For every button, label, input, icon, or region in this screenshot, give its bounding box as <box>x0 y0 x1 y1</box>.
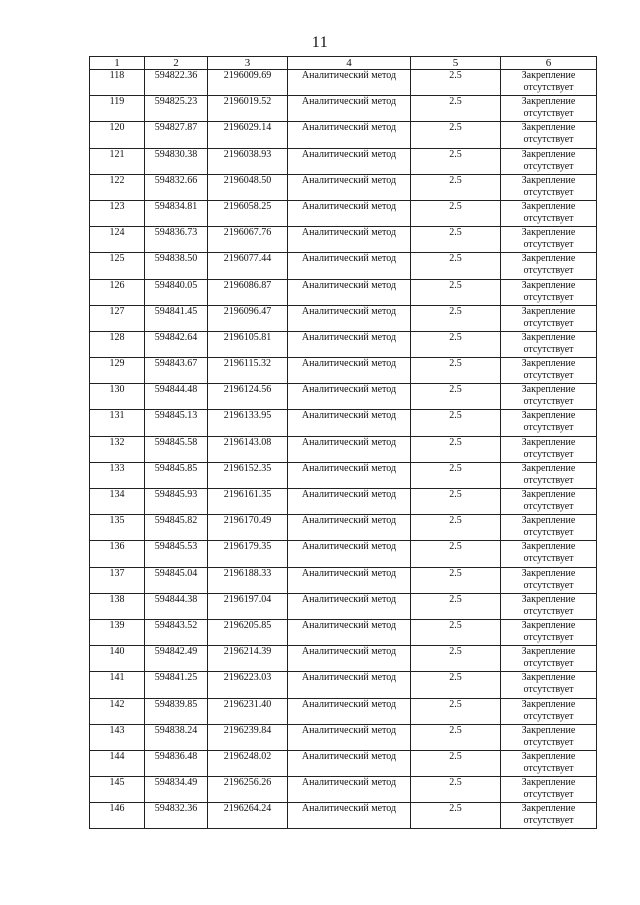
point-number-cell: 134 <box>90 489 145 515</box>
y-coordinate-cell: 2196058.25 <box>208 200 288 226</box>
note-line-2: отсутствует <box>523 370 574 382</box>
y-coordinate-cell: 2196205.85 <box>208 619 288 645</box>
note-line-2: отсутствует <box>523 108 574 120</box>
accuracy-cell: 2.5 <box>411 122 501 148</box>
fixing-note-cell <box>501 750 597 776</box>
method-cell: Аналитический метод <box>288 436 411 462</box>
method-cell: Аналитический метод <box>288 567 411 593</box>
fixing-note-cell <box>501 96 597 122</box>
accuracy-cell: 2.5 <box>411 305 501 331</box>
note-line-1: Закрепление <box>521 96 576 108</box>
accuracy-cell: 2.5 <box>411 803 501 829</box>
x-coordinate-cell: 594822.36 <box>145 70 208 96</box>
fixing-note-cell <box>501 410 597 436</box>
x-coordinate-cell: 594843.52 <box>145 619 208 645</box>
x-coordinate-cell: 594845.82 <box>145 515 208 541</box>
point-number-cell: 125 <box>90 253 145 279</box>
x-coordinate-cell: 594844.38 <box>145 593 208 619</box>
y-coordinate-cell: 2196133.95 <box>208 410 288 436</box>
y-coordinate-cell: 2196264.24 <box>208 803 288 829</box>
table-row <box>90 253 597 279</box>
x-coordinate-cell: 594825.23 <box>145 96 208 122</box>
point-number-cell: 129 <box>90 358 145 384</box>
table-row <box>90 358 597 384</box>
note-line-1: Закрепление <box>521 619 576 631</box>
accuracy-cell: 2.5 <box>411 462 501 488</box>
fixing-note-cell <box>501 148 597 174</box>
x-coordinate-cell: 594836.48 <box>145 750 208 776</box>
point-number-cell: 122 <box>90 174 145 200</box>
method-cell: Аналитический метод <box>288 750 411 776</box>
point-number-cell: 145 <box>90 777 145 803</box>
point-number-cell: 121 <box>90 148 145 174</box>
note-line-1: Закрепление <box>521 436 576 448</box>
fixing-note-cell <box>501 70 597 96</box>
method-cell: Аналитический метод <box>288 279 411 305</box>
note-line-1: Закрепление <box>521 515 576 527</box>
note-line-2: отсутствует <box>523 501 574 512</box>
table-row <box>90 122 597 148</box>
note-line-1: Закрепление <box>521 227 576 239</box>
table-row <box>90 515 597 541</box>
fixing-note-cell <box>501 777 597 803</box>
note-line-2: отсутствует <box>523 762 574 774</box>
x-coordinate-cell: 594834.81 <box>145 200 208 226</box>
table-row <box>90 384 597 410</box>
accuracy-cell: 2.5 <box>411 148 501 174</box>
page-number: 11 <box>311 34 329 51</box>
fixing-note-cell <box>501 672 597 698</box>
x-coordinate-cell: 594842.49 <box>145 646 208 672</box>
y-coordinate-cell: 2196248.02 <box>208 750 288 776</box>
table-row <box>90 200 597 226</box>
note-line-2: отсутствует <box>523 658 574 670</box>
fixing-note-cell <box>501 253 597 279</box>
method-cell: Аналитический метод <box>288 174 411 200</box>
x-coordinate-cell: 594836.73 <box>145 227 208 253</box>
note-line-1: Закрепление <box>521 567 576 579</box>
note-line-1: Закрепление <box>521 358 576 370</box>
accuracy-cell: 2.5 <box>411 750 501 776</box>
point-number-cell: 136 <box>90 541 145 567</box>
y-coordinate-cell: 2196256.26 <box>208 777 288 803</box>
accuracy-cell: 2.5 <box>411 70 501 96</box>
method-cell: Аналитический метод <box>288 358 411 384</box>
x-coordinate-cell: 594845.58 <box>145 436 208 462</box>
note-line-1: Закрепление <box>521 462 576 474</box>
table-row <box>90 489 597 515</box>
x-coordinate-cell: 594832.36 <box>145 803 208 829</box>
table-row <box>90 803 597 829</box>
note-line-2: отсутствует <box>523 710 574 722</box>
header-col-3: 3 <box>208 57 288 70</box>
header-col-5: 5 <box>411 57 501 70</box>
method-cell: Аналитический метод <box>288 122 411 148</box>
y-coordinate-cell: 2196077.44 <box>208 253 288 279</box>
x-coordinate-cell: 594840.05 <box>145 279 208 305</box>
accuracy-cell: 2.5 <box>411 358 501 384</box>
accuracy-cell: 2.5 <box>411 410 501 436</box>
accuracy-cell: 2.5 <box>411 436 501 462</box>
accuracy-cell: 2.5 <box>411 541 501 567</box>
accuracy-cell: 2.5 <box>411 174 501 200</box>
x-coordinate-cell: 594844.48 <box>145 384 208 410</box>
accuracy-cell: 2.5 <box>411 227 501 253</box>
method-cell: Аналитический метод <box>288 96 411 122</box>
table-row <box>90 646 597 672</box>
x-coordinate-cell: 594843.67 <box>145 358 208 384</box>
method-cell: Аналитический метод <box>288 227 411 253</box>
accuracy-cell: 2.5 <box>411 619 501 645</box>
table-row <box>90 279 597 305</box>
accuracy-cell: 2.5 <box>411 646 501 672</box>
point-number-cell: 138 <box>90 593 145 619</box>
method-cell: Аналитический метод <box>288 253 411 279</box>
fixing-note-cell <box>501 305 597 331</box>
point-number-cell: 135 <box>90 515 145 541</box>
fixing-note-cell <box>501 724 597 750</box>
x-coordinate-cell: 594845.53 <box>145 541 208 567</box>
y-coordinate-cell: 2196214.39 <box>208 646 288 672</box>
point-number-cell: 118 <box>90 70 145 96</box>
note-line-1: Закрепление <box>521 279 576 291</box>
note-line-2: отсутствует <box>523 186 574 198</box>
note-line-1: Закрепление <box>521 672 576 684</box>
note-line-2: отсутствует <box>523 343 574 355</box>
header-col-4: 4 <box>288 57 411 70</box>
fixing-note-cell <box>501 698 597 724</box>
x-coordinate-cell: 594841.25 <box>145 672 208 698</box>
note-line-1: Закрепление <box>521 698 576 710</box>
table-row <box>90 70 597 96</box>
accuracy-cell: 2.5 <box>411 331 501 357</box>
note-line-1: Закрепление <box>521 305 576 317</box>
fixing-note-cell <box>501 619 597 645</box>
point-number-cell: 124 <box>90 227 145 253</box>
accuracy-cell: 2.5 <box>411 253 501 279</box>
x-coordinate-cell: 594842.64 <box>145 331 208 357</box>
method-cell: Аналитический метод <box>288 515 411 541</box>
method-cell: Аналитический метод <box>288 803 411 829</box>
point-number-cell: 127 <box>90 305 145 331</box>
y-coordinate-cell: 2196143.08 <box>208 436 288 462</box>
point-number-cell: 119 <box>90 96 145 122</box>
point-number-cell: 128 <box>90 331 145 357</box>
accuracy-cell: 2.5 <box>411 489 501 515</box>
y-coordinate-cell: 2196188.33 <box>208 567 288 593</box>
note-line-2: отсутствует <box>523 134 574 146</box>
table-row <box>90 541 597 567</box>
method-cell: Аналитический метод <box>288 200 411 226</box>
fixing-note-cell <box>501 279 597 305</box>
point-number-cell: 141 <box>90 672 145 698</box>
method-cell: Аналитический метод <box>288 462 411 488</box>
y-coordinate-cell: 2196161.35 <box>208 489 288 515</box>
method-cell: Аналитический метод <box>288 672 411 698</box>
y-coordinate-cell: 2196231.40 <box>208 698 288 724</box>
accuracy-cell: 2.5 <box>411 567 501 593</box>
point-number-cell: 140 <box>90 646 145 672</box>
coordinates-table <box>89 56 597 829</box>
method-cell: Аналитический метод <box>288 541 411 567</box>
note-line-2: отсутствует <box>523 291 574 303</box>
table-row <box>90 698 597 724</box>
table-row <box>90 148 597 174</box>
note-line-2: отсутствует <box>523 579 574 591</box>
method-cell: Аналитический метод <box>288 619 411 645</box>
method-cell: Аналитический метод <box>288 777 411 803</box>
point-number-cell: 144 <box>90 750 145 776</box>
note-line-1: Закрепление <box>521 122 576 134</box>
y-coordinate-cell: 2196029.14 <box>208 122 288 148</box>
x-coordinate-cell: 594838.24 <box>145 724 208 750</box>
fixing-note-cell <box>501 567 597 593</box>
fixing-note-cell <box>501 462 597 488</box>
point-number-cell: 137 <box>90 567 145 593</box>
y-coordinate-cell: 2196223.03 <box>208 672 288 698</box>
note-line-1: Закрепление <box>521 410 576 422</box>
point-number-cell: 143 <box>90 724 145 750</box>
note-line-1: Закрепление <box>521 593 576 605</box>
x-coordinate-cell: 594839.85 <box>145 698 208 724</box>
accuracy-cell: 2.5 <box>411 96 501 122</box>
fixing-note-cell <box>501 436 597 462</box>
accuracy-cell: 2.5 <box>411 724 501 750</box>
header-col-2: 2 <box>145 57 208 70</box>
note-line-2: отсутствует <box>523 422 574 434</box>
table-row <box>90 567 597 593</box>
accuracy-cell: 2.5 <box>411 384 501 410</box>
y-coordinate-cell: 2196170.49 <box>208 515 288 541</box>
y-coordinate-cell: 2196038.93 <box>208 148 288 174</box>
y-coordinate-cell: 2196019.52 <box>208 96 288 122</box>
note-line-1: Закрепление <box>521 70 576 81</box>
table-row <box>90 305 597 331</box>
accuracy-cell: 2.5 <box>411 515 501 541</box>
x-coordinate-cell: 594838.50 <box>145 253 208 279</box>
x-coordinate-cell: 594845.04 <box>145 567 208 593</box>
table-row <box>90 777 597 803</box>
fixing-note-cell <box>501 331 597 357</box>
method-cell: Аналитический метод <box>288 646 411 672</box>
note-line-1: Закрепление <box>521 253 576 265</box>
note-line-1: Закрепление <box>521 777 576 789</box>
point-number-cell: 142 <box>90 698 145 724</box>
method-cell: Аналитический метод <box>288 489 411 515</box>
method-cell: Аналитический метод <box>288 148 411 174</box>
method-cell: Аналитический метод <box>288 724 411 750</box>
note-line-1: Закрепление <box>521 174 576 186</box>
fixing-note-cell <box>501 803 597 829</box>
note-line-2: отсутствует <box>523 631 574 643</box>
note-line-1: Закрепление <box>521 489 576 500</box>
note-line-1: Закрепление <box>521 803 576 815</box>
fixing-note-cell <box>501 593 597 619</box>
note-line-2: отсутствует <box>523 396 574 408</box>
note-line-2: отсутствует <box>523 448 574 460</box>
method-cell: Аналитический метод <box>288 593 411 619</box>
table-row <box>90 410 597 436</box>
method-cell: Аналитический метод <box>288 384 411 410</box>
fixing-note-cell <box>501 541 597 567</box>
table-row <box>90 672 597 698</box>
point-number-cell: 130 <box>90 384 145 410</box>
fixing-note-cell <box>501 174 597 200</box>
x-coordinate-cell: 594827.87 <box>145 122 208 148</box>
fixing-note-cell <box>501 227 597 253</box>
note-line-1: Закрепление <box>521 148 576 160</box>
point-number-cell: 131 <box>90 410 145 436</box>
note-line-2: отсутствует <box>523 527 574 539</box>
table-row <box>90 724 597 750</box>
header-row <box>90 57 597 70</box>
y-coordinate-cell: 2196179.35 <box>208 541 288 567</box>
fixing-note-cell <box>501 646 597 672</box>
table-row <box>90 462 597 488</box>
fixing-note-cell <box>501 358 597 384</box>
method-cell: Аналитический метод <box>288 410 411 436</box>
y-coordinate-cell: 2196239.84 <box>208 724 288 750</box>
point-number-cell: 120 <box>90 122 145 148</box>
point-number-cell: 126 <box>90 279 145 305</box>
note-line-2: отсутствует <box>523 553 574 565</box>
note-line-1: Закрепление <box>521 724 576 736</box>
table-header <box>90 57 597 70</box>
accuracy-cell: 2.5 <box>411 279 501 305</box>
note-line-2: отсутствует <box>523 265 574 277</box>
accuracy-cell: 2.5 <box>411 672 501 698</box>
x-coordinate-cell: 594845.93 <box>145 489 208 515</box>
note-line-1: Закрепление <box>521 200 576 212</box>
point-number-cell: 146 <box>90 803 145 829</box>
note-line-2: отсутствует <box>523 239 574 251</box>
table-body <box>90 70 597 829</box>
y-coordinate-cell: 2196086.87 <box>208 279 288 305</box>
note-line-2: отсутствует <box>523 684 574 696</box>
accuracy-cell: 2.5 <box>411 777 501 803</box>
accuracy-cell: 2.5 <box>411 698 501 724</box>
accuracy-cell: 2.5 <box>411 593 501 619</box>
note-line-1: Закрепление <box>521 331 576 343</box>
table-row <box>90 436 597 462</box>
fixing-note-cell <box>501 489 597 515</box>
header-col-1: 1 <box>90 57 145 70</box>
y-coordinate-cell: 2196009.69 <box>208 70 288 96</box>
method-cell: Аналитический метод <box>288 70 411 96</box>
note-line-2: отсутствует <box>523 815 574 827</box>
table-row <box>90 593 597 619</box>
point-number-cell: 133 <box>90 462 145 488</box>
table-row <box>90 174 597 200</box>
method-cell: Аналитический метод <box>288 331 411 357</box>
table-row <box>90 331 597 357</box>
y-coordinate-cell: 2196048.50 <box>208 174 288 200</box>
fixing-note-cell <box>501 384 597 410</box>
note-line-1: Закрепление <box>521 646 576 658</box>
x-coordinate-cell: 594845.85 <box>145 462 208 488</box>
x-coordinate-cell: 594841.45 <box>145 305 208 331</box>
note-line-2: отсутствует <box>523 474 574 486</box>
point-number-cell: 132 <box>90 436 145 462</box>
method-cell: Аналитический метод <box>288 305 411 331</box>
note-line-2: отсутствует <box>523 82 574 93</box>
y-coordinate-cell: 2196067.76 <box>208 227 288 253</box>
table-row <box>90 227 597 253</box>
method-cell: Аналитический метод <box>288 698 411 724</box>
header-col-6: 6 <box>501 57 597 70</box>
note-line-2: отсутствует <box>523 317 574 329</box>
y-coordinate-cell: 2196115.32 <box>208 358 288 384</box>
x-coordinate-cell: 594845.13 <box>145 410 208 436</box>
x-coordinate-cell: 594834.49 <box>145 777 208 803</box>
point-number-cell: 123 <box>90 200 145 226</box>
note-line-1: Закрепление <box>521 384 576 396</box>
note-line-2: отсутствует <box>523 605 574 617</box>
note-line-1: Закрепление <box>521 541 576 553</box>
y-coordinate-cell: 2196105.81 <box>208 331 288 357</box>
fixing-note-cell <box>501 515 597 541</box>
x-coordinate-cell: 594830.38 <box>145 148 208 174</box>
table-row <box>90 619 597 645</box>
y-coordinate-cell: 2196124.56 <box>208 384 288 410</box>
note-line-2: отсутствует <box>523 212 574 224</box>
note-line-2: отсутствует <box>523 789 574 801</box>
fixing-note-cell <box>501 122 597 148</box>
note-line-2: отсутствует <box>523 160 574 172</box>
table-row <box>90 750 597 776</box>
accuracy-cell: 2.5 <box>411 200 501 226</box>
note-line-2: отсутствует <box>523 736 574 748</box>
fixing-note-cell <box>501 200 597 226</box>
y-coordinate-cell: 2196096.47 <box>208 305 288 331</box>
y-coordinate-cell: 2196152.35 <box>208 462 288 488</box>
y-coordinate-cell: 2196197.04 <box>208 593 288 619</box>
table-row <box>90 96 597 122</box>
x-coordinate-cell: 594832.66 <box>145 174 208 200</box>
point-number-cell: 139 <box>90 619 145 645</box>
note-line-1: Закрепление <box>521 750 576 762</box>
